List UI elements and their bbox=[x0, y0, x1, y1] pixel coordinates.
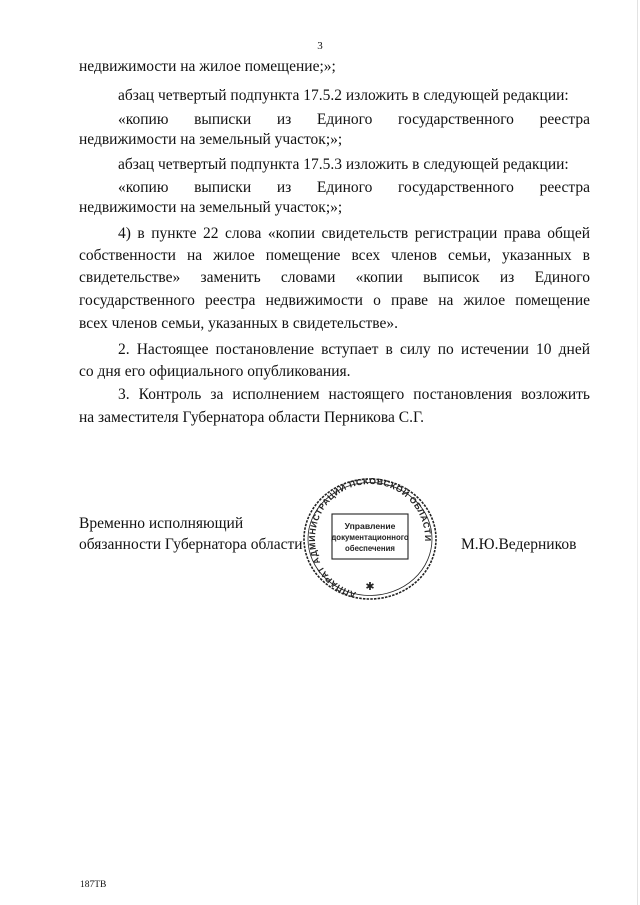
text-line-12: всех членов семьи, указанных в свидетельстве». bbox=[79, 315, 398, 332]
official-seal bbox=[301, 476, 439, 602]
seal-inner-line-2: документационного bbox=[331, 533, 409, 542]
scan-edge-artifact bbox=[637, 0, 638, 905]
seal-star: ✱ bbox=[365, 580, 375, 593]
text-line-14: со дня его официального опубликования. bbox=[79, 363, 351, 380]
text-line-4: недвижимости на земельный участок;»; bbox=[79, 131, 343, 148]
text-line-1: недвижимости на жилое помещение;»; bbox=[79, 58, 336, 75]
text-line-15: 3. Контроль за исполнением настоящего постановления возложить bbox=[118, 386, 590, 403]
seal-outer-text: АППАРАТ АДМИНИСТРАЦИИ ПСКОВСКОЙ ОБЛАСТИ bbox=[307, 476, 434, 601]
seal-inner-line-3: обеспечения bbox=[345, 544, 395, 553]
text-line-3: «копию выписки из Единого государственного реестра bbox=[118, 111, 590, 128]
text-line-7: недвижимости на земельный участок;»; bbox=[79, 199, 343, 216]
seal-inner-line-1: Управление bbox=[344, 521, 396, 531]
text-line-8: 4) в пункте 22 слова «копии свидетельств регистрации права общей bbox=[118, 225, 590, 242]
text-line-13: 2. Настоящее постановление вступает в силу по истечении 10 дней bbox=[118, 341, 590, 358]
page-number: 3 bbox=[317, 40, 323, 52]
seal-graphic bbox=[301, 476, 439, 602]
text-line-10: свидетельстве» заменить словами «копии выписок из Единого bbox=[79, 269, 590, 286]
footer-document-code: 187ТВ bbox=[80, 880, 107, 890]
text-line-6: «копию выписки из Единого государственного реестра bbox=[118, 179, 590, 196]
text-line-16: на заместителя Губернатора области Перникова С.Г. bbox=[79, 409, 425, 426]
signatory-position-line-1: Временно исполняющий bbox=[79, 515, 244, 532]
text-line-2: абзац четвертый подпункта 17.5.2 изложить в следующей редакции: bbox=[118, 87, 569, 104]
signatory-name: М.Ю.Ведерников bbox=[461, 536, 577, 553]
signatory-position-line-2: обязанности Губернатора области bbox=[79, 536, 303, 553]
text-line-11: государственного реестра недвижимости о праве на жилое помещение bbox=[79, 292, 590, 309]
text-line-5: абзац четвертый подпункта 17.5.3 изложить в следующей редакции: bbox=[118, 156, 569, 173]
text-line-9: собственности на жилое помещение всех членов семьи, указанных в bbox=[79, 247, 590, 264]
